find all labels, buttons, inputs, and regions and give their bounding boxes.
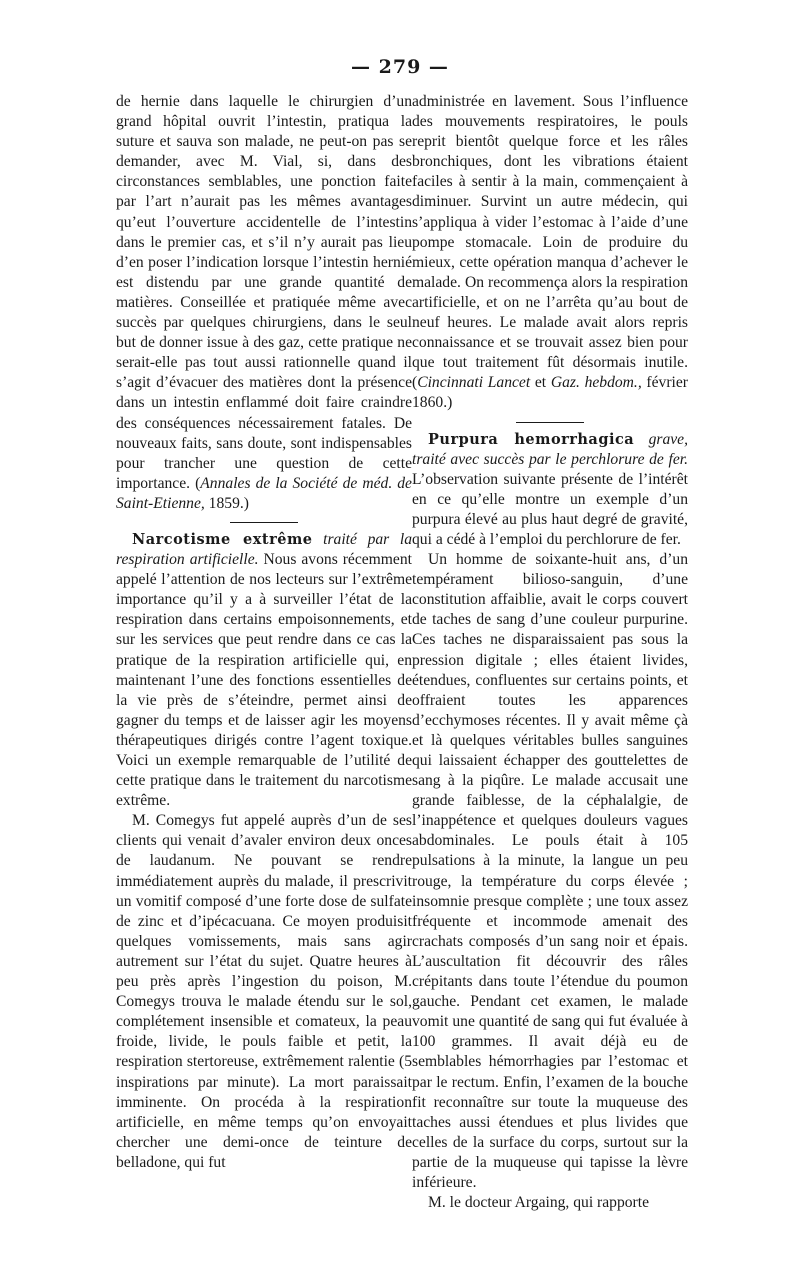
article-subtitle: traité par la respiration artificielle.: [116, 530, 412, 569]
article-heading: Narcotisme extrême: [132, 530, 313, 548]
article-paragraph: [412, 430, 688, 551]
left-column: [116, 92, 412, 1173]
citation-conjunction: et: [530, 374, 551, 392]
citation: Cincinnati Lancet: [417, 374, 531, 392]
citation-date: février 1860.): [412, 374, 688, 412]
paragraph: [116, 92, 412, 514]
paragraph-text: L’observation suivante présente de l’intérêt en ce qu’elle montre un exemple d’un purpura élevé au plus haut degré de gravité, qui a cédé à l’emploi du perchlorure de fer.: [412, 470, 688, 548]
citation-year: 1859.): [204, 494, 249, 512]
article-heading: Purpura hemorrhagica: [428, 430, 635, 448]
page-number: — 279 —: [351, 56, 449, 78]
section-divider: [516, 422, 584, 423]
right-column: [412, 92, 688, 1213]
paragraph: Un homme de soixante-huit ans, d’un tempérament bilioso-sanguin, d’une constitution affaiblie, avait le corps couvert de taches de sang d’une couleur purpurine. Ces taches ne disparaissaient pas sous la pression digitale ; elles étaient livides, étendues, confluentes sur certains points, et offraient toutes les apparences d’ecchymoses récentes. Il y avait même çà et là quelques véritables bulles sanguines qui laissaient échapper des gouttelettes de sang à la piqûre. Le malade accusait une grande faiblesse, de la céphalalgie, de l’inappétence et quelques douleurs vagues abdominales. Le pouls était à 105 pulsations à la minute, la langue un peu rouge, la température du corps élevée ; insomnie presque complète ; une toux assez fréquente et incommode amenait des crachats composés d’un sang noir et épais. L’auscultation fit découvrir des râles crépitants dans toute l’étendue du poumon gauche. Pendant cet examen, le malade vomit une quantité de sang qui fut évaluée à 100 grammes. Il avait déjà eu de semblables hémorrhagies par l’estomac et par le rectum. Enfin, l’examen de la bouche fit reconnaître sur toute la muqueuse des taches aussi étendues et plus livides que celles de la surface du corps, surtout sur la partie de la muqueuse qui tapisse la lèvre inférieure.: [412, 551, 688, 1191]
section-divider: [230, 522, 298, 523]
paragraph: M. le docteur Argaing, qui rapporte: [428, 1194, 649, 1212]
paragraph: [412, 92, 688, 414]
article-paragraph: [116, 530, 412, 811]
paragraph: M. Comegys fut appelé auprès d’un de ses clients qui venait d’avaler environ deux onces de laudanum. Ne pouvant se rendre immédiatement auprès du malade, il prescrivit un vomitif composé d’une forte dose de sulfate de zinc et d’ipécacuana. Ce moyen produisit quelques vomissements, mais sans agir autrement sur l’état du sujet. Quatre heures à peu près après l’ingestion du poison, M. Comegys trouva le malade étendu sur le sol, complétement insensible et comateux, la peau froide, livide, le pouls faible et petit, la respiration stertoreuse, extrêmement ralentie (5 inspirations par minute). La mort paraissait imminente. On procéda à la respiration artificielle, en même temps qu’on envoyait chercher une demi-once de teinture de belladone, qui fut: [116, 812, 412, 1171]
paragraph-text: Nous avons récemment appelé l’attention de nos lecteurs sur l’extrême importance qu’il y a à surveiller l’état de la respiration dans certains empoisonnements, et sur les services que peut rendre dans ce cas la pratique de la respiration artificielle qui, en maintenant l’une des fonctions essentielles de la vie près de s’éteindre, permet ainsi de gagner du temps et de laisser agir les moyens thérapeutiques dirigés contre l’agent toxique. Voici un exemple remarquable de l’utilité de cette pratique dans le traitement du narcotisme extrême.: [116, 551, 412, 810]
citation: Gaz. hebdom.,: [550, 374, 642, 392]
citation: Annales de la Société de méd. de Saint-Etienne,: [116, 474, 412, 512]
paragraph-text: de hernie dans laquelle le chirurgien d’un grand hôpital ouvrit l’intestin, pratiqua la suture et sauva son malade, ne peut-on pas se demander, avec M. Vial, si, dans des circonstances semblables, une ponction faite par l’art n’aurait pas les mêmes avantages qu’eut l’ouverture accidentelle de l’intestin dans le premier cas, et s’il n’y aurait pas lieu d’en poser l’indication lorsque l’intestin hernié est distendu par une grande quantité de matières. Conseillée et pratiquée même avec succès par quelques chirurgiens, dans le seul but de donner issue à des gaz, cette pratique ne serait-elle pas tout aussi rationnelle quand il s’agit d’évacuer des matières dont la présence dans un intestin enflammé doit faire craindre des conséquences nécessairement fatales. De nouveaux faits, sans doute, sont indispensables pour trancher une question de cette importance. (: [116, 93, 412, 492]
article-subtitle: grave, traité avec succès par le perchlorure de fer.: [412, 430, 688, 468]
paragraph-text: administrée en lavement. Sous l’influence des mouvements respiratoires, le pouls reprit bientôt quelque force et les râles bronchiques, dont les vibrations étaient faciles à sentir à la main, commençaient à diminuer. Survint un autre médecin, qui s’appliqua à vider l’estomac à l’aide d’une pompe stomacale. Loin de produire du mieux, cette opération manqua d’achever le malade. On recommença alors la respiration artificielle, et on ne l’arrêta qu’au bout de neuf heures. Le malade avait alors repris connaissance et se trouvait assez bien pour que tout traitement fût désormais inutile. (: [412, 93, 688, 392]
